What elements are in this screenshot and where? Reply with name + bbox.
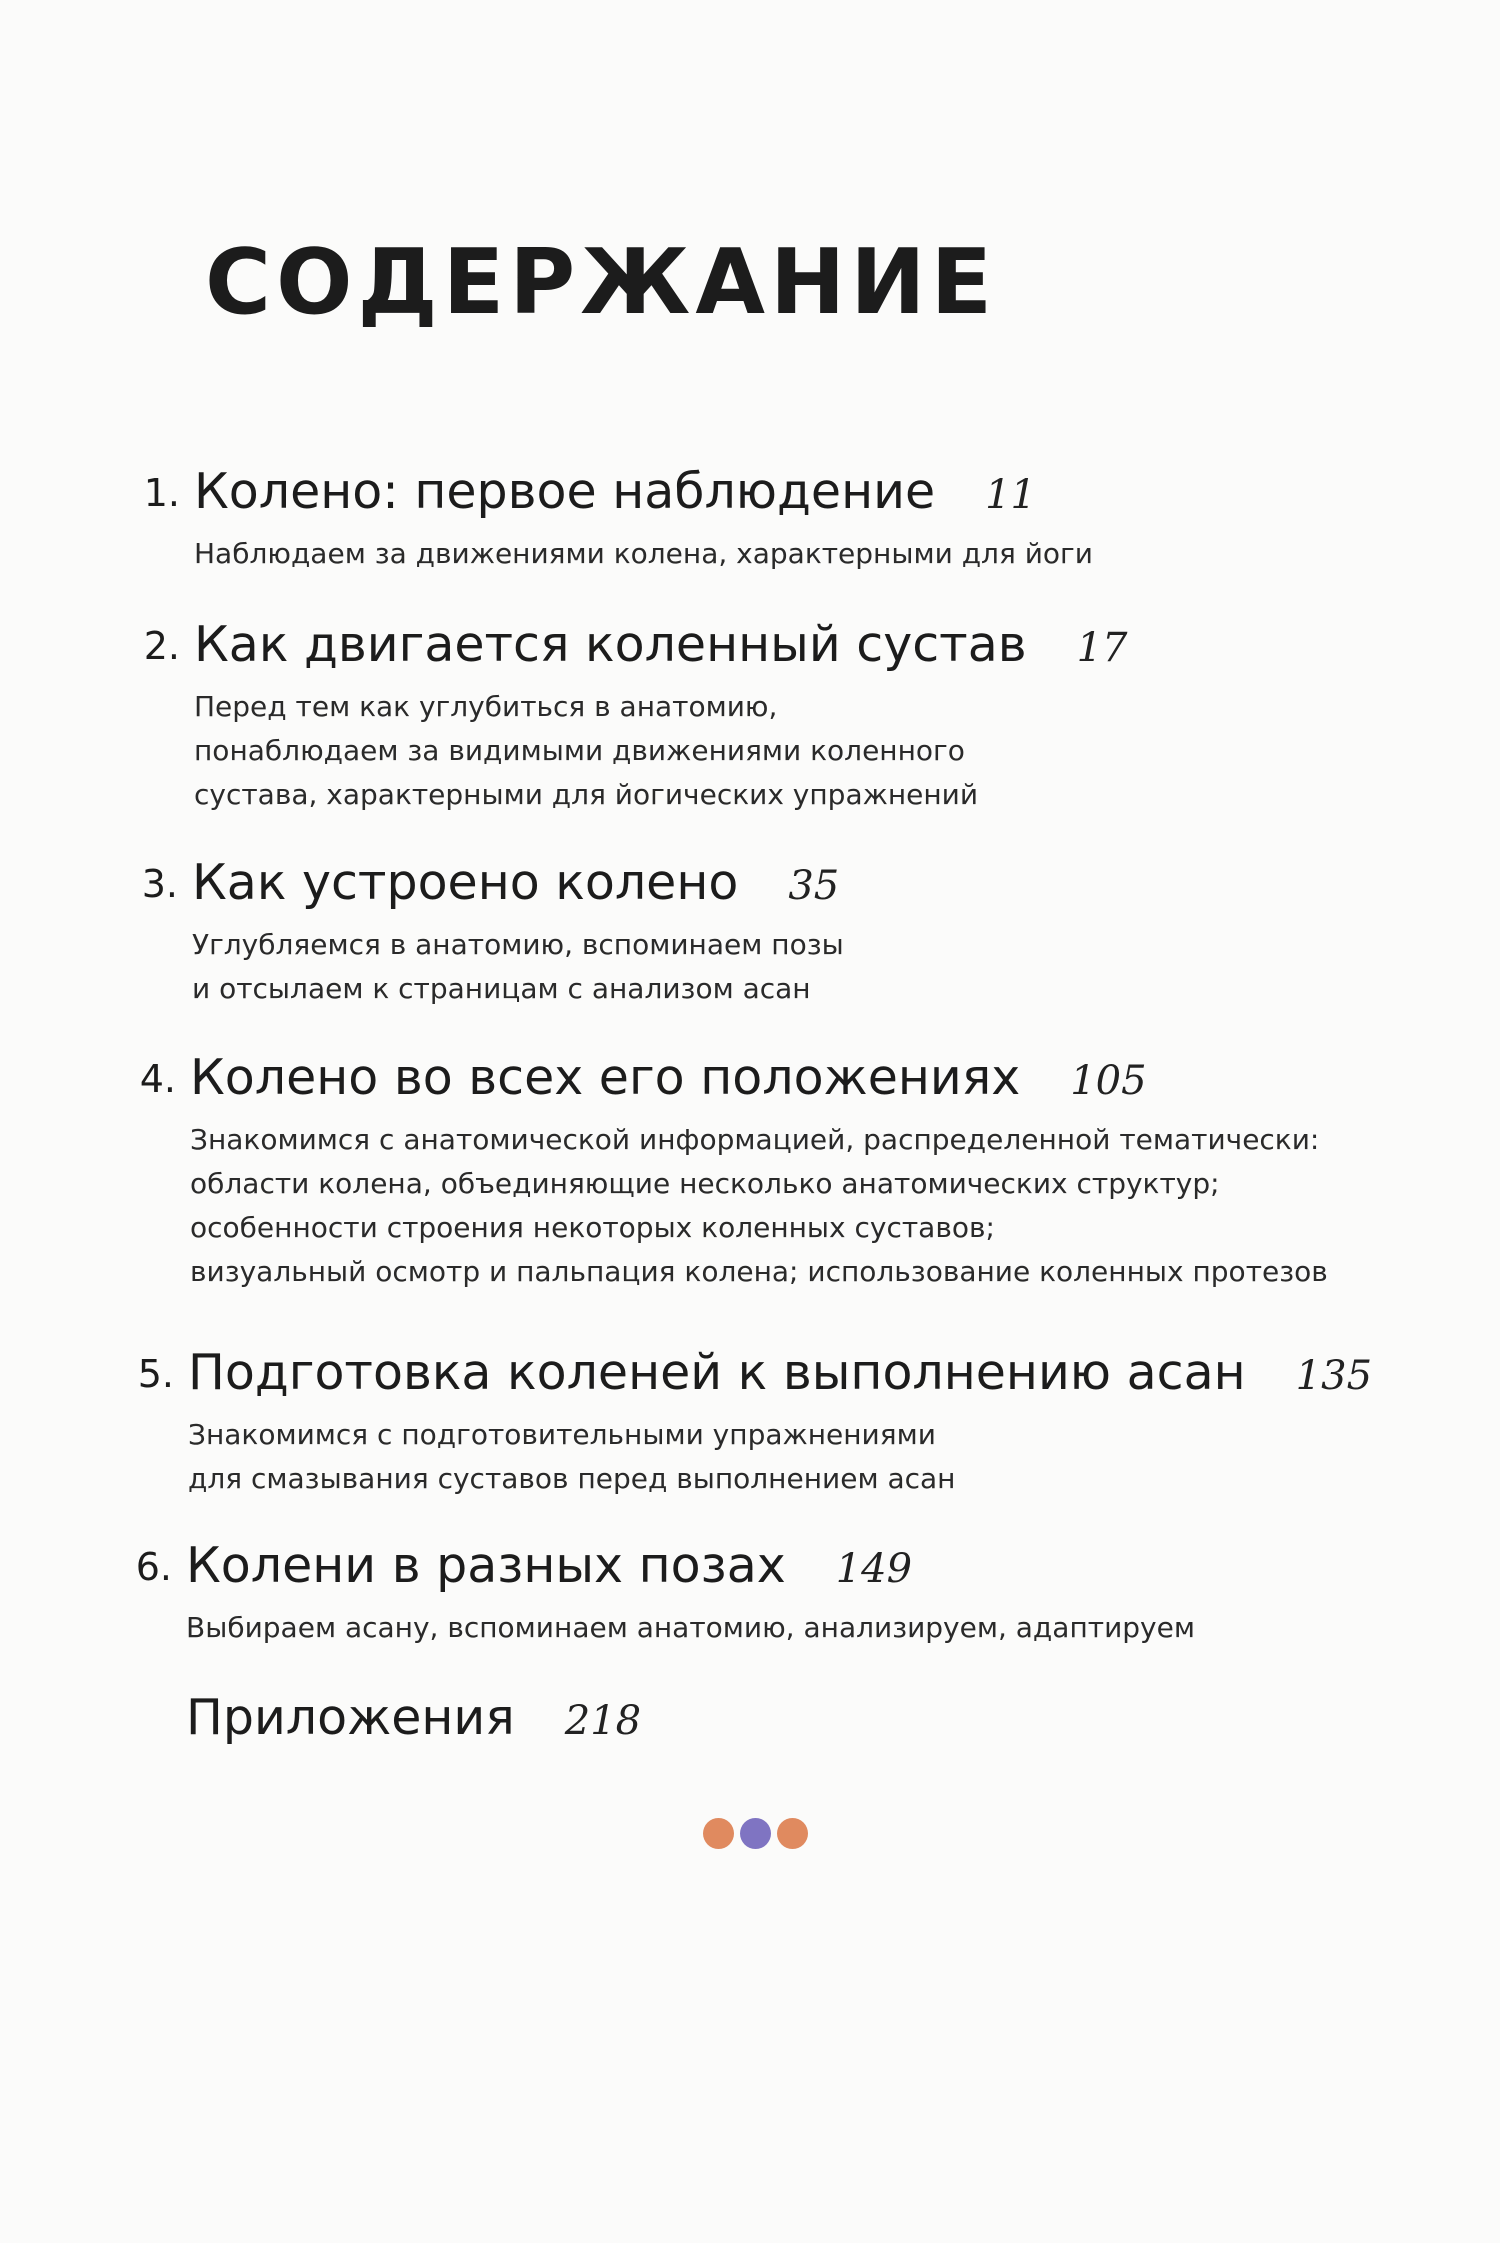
entry-description: Наблюдаем за движениями колена, характерными для йоги [194,537,1093,570]
entry-title[interactable]: Как устроено колено 35 [192,854,840,911]
entry-page-number: 218 [564,1698,642,1744]
entry-number: 1. [143,471,180,515]
entry-title[interactable]: Колени в разных позах 149 [186,1537,913,1594]
entry-page-number: 35 [788,863,840,909]
entry-number: 6. [135,1545,172,1589]
page-title: СОДЕРЖАНИЕ [205,230,998,335]
entry-description: Знакомимся с подготовительными упражнениями для смазывания суставов перед выполнением асан [188,1418,956,1495]
ornament-dots [703,1818,808,1850]
entry-title[interactable]: Подготовка коленей к выполнению асан 135 [188,1344,1373,1401]
toc-entry-3[interactable] [128,849,1388,1011]
toc-entry-appendix[interactable] [186,1684,1446,1752]
toc-entry-4[interactable] [126,1044,1386,1294]
entry-page-number: 149 [835,1546,913,1592]
toc-entry-1[interactable] [130,458,1390,576]
toc-entry-2[interactable] [130,611,1390,817]
entry-page-number: 105 [1070,1058,1147,1104]
entry-number: 2. [143,624,180,668]
entry-description: Углубляемся в анатомию, вспоминаем позы и отсылаем к страницам с анализом асан [192,928,844,1005]
entry-number: 4. [139,1057,176,1101]
entry-number: 5. [137,1352,174,1396]
entry-title[interactable]: Приложения 218 [186,1689,642,1746]
entry-title[interactable]: Колено во всех его положениях 105 [190,1049,1147,1106]
entry-description: Знакомимся с анатомической информацией, распределенной тематически: области колена, объединяющие несколько анатомических структур; особенности строения некоторых коленных суставов; визуальный осмотр и пальпация колена; использование коленных протезов [190,1123,1328,1288]
entry-page-number: 17 [1076,625,1128,671]
entry-page-number: 11 [985,472,1037,518]
entry-description: Перед тем как углубиться в анатомию, понаблюдаем за видимыми движениями коленного сустава, характерными для йогических упражнений [194,690,979,811]
entry-title[interactable]: Как двигается коленный сустав 17 [194,616,1128,673]
ornament-dot [740,1818,771,1849]
toc-entry-5[interactable] [124,1339,1384,1501]
entry-page-number: 135 [1295,1353,1373,1399]
entry-description: Выбираем асану, вспоминаем анатомию, анализируем, адаптируем [186,1611,1195,1644]
ornament-dot [777,1818,808,1849]
entry-title[interactable]: Колено: первое наблюдение 11 [194,463,1037,520]
toc-entry-6[interactable] [122,1532,1382,1650]
ornament-dot [703,1818,734,1849]
entry-number: 3. [141,862,178,906]
